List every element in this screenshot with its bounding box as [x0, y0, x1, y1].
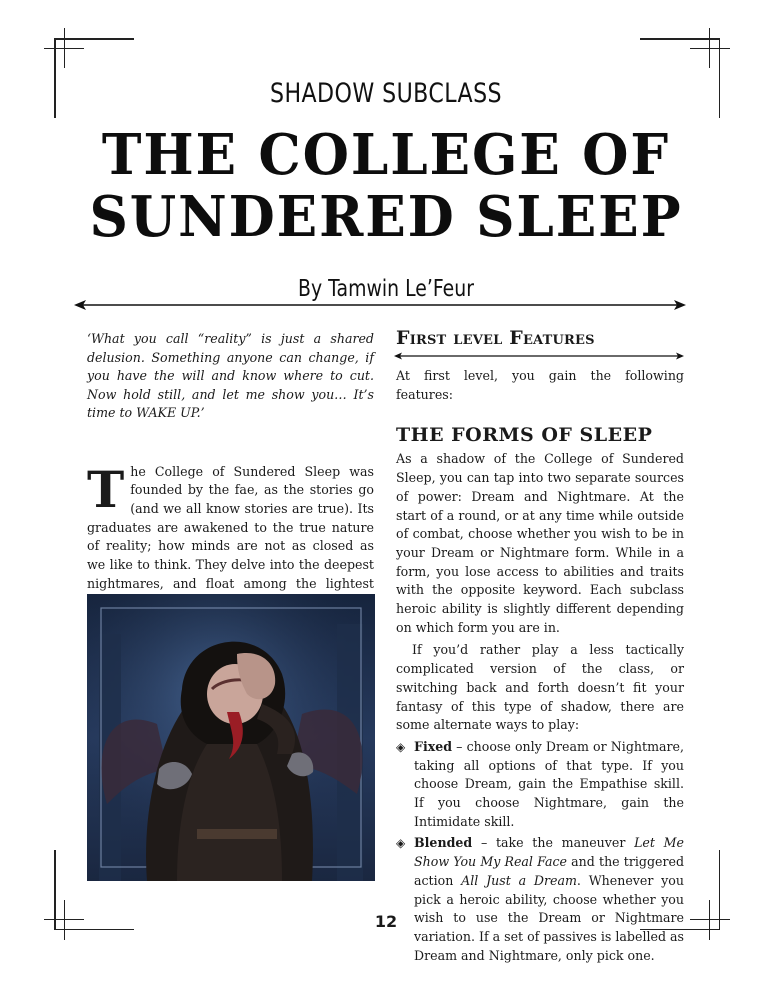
bullet-text: [414, 834, 684, 965]
epigraph-quote: ‘What you call “reality” is just a shared delusion. Something anyone can change, if you have the will and know where to cut. Now hold still, and let me show you… It’s time to WAKE UP.’: [87, 331, 374, 420]
title-divider-rule: [74, 298, 686, 312]
triggered-action-name: All Just a Dream: [461, 872, 577, 888]
diamond-bullet-icon: ◈: [396, 836, 406, 851]
section-heading-forms-of-sleep: THE FORMS OF SLEEP: [396, 424, 653, 447]
bullet-body-part: – take the maneuver: [472, 835, 635, 851]
section-divider-rule: [394, 351, 684, 361]
title-line-2: SUNDERED SLEEP: [89, 184, 683, 250]
list-item-blended: [396, 834, 684, 965]
bullet-label: Fixed: [414, 738, 453, 754]
author-byline: By Tamwin Le’Feur: [298, 276, 474, 302]
bullet-body: – choose only Dream or Nightmare, taking all options of that type. If you choose Dream, gain the Empathise skill. If you choose Nightmare, gain the Intimidate skill.: [414, 738, 684, 829]
maneuver-name: Let Me Show You My Real Face: [414, 835, 684, 870]
first-level-intro: At first level, you gain the following features:: [396, 368, 684, 402]
forms-paragraph-1: As a shadow of the College of Sundered Sleep, you can tap into two separate sources of power: Dream and Nightmare. At the start of a round, or at any time while outside of combat, choose whether you wish to be in your Dream or Nightmare form. While in a form, you lose access to abilities and traits with the opposite keyword. Each subclass heroic ability is slightly different depending on which form you are in.: [396, 451, 684, 635]
left-column: [87, 330, 374, 612]
diamond-bullet-icon: ◈: [396, 739, 406, 754]
right-column: [396, 327, 684, 965]
page-title: [19, 124, 752, 248]
drop-cap: T: [87, 459, 125, 519]
bullet-body-part: . Whenever you pick a heroic ability, choose whether you wish to use the Dream or Nightmare variation. If a set of passives is labelled as Dream and Nightmare, only pick one.: [414, 872, 684, 963]
intro-paragraph: [87, 459, 374, 613]
page-number: 12: [374, 912, 398, 931]
section-heading-first-level: First level Features: [396, 327, 595, 349]
forms-paragraph-2: If you’d rather play a less tactically complicated version of the class, or switching back and forth doesn’t fit your fantasy of this type of shadow, there are some alternate ways to play:: [396, 642, 684, 733]
intro-text: he College of Sundered Sleep was founded by the fae, as the stories go (and we all know stories are true). Its graduates are awakened to the true nature of reality; how minds are not as closed as we like to think. They delve into the deepest nightmares, and float among the lightest: [87, 463, 374, 591]
list-item-fixed: [396, 738, 684, 832]
bullet-label: Blended: [414, 835, 473, 851]
bullet-text: [414, 738, 684, 832]
bullet-body-part: and the triggered action: [414, 854, 684, 888]
shadow-character-illustration: [87, 594, 375, 881]
subclass-label: SHADOW SUBCLASS: [269, 78, 503, 109]
title-line-1: THE COLLEGE OF: [101, 122, 671, 188]
